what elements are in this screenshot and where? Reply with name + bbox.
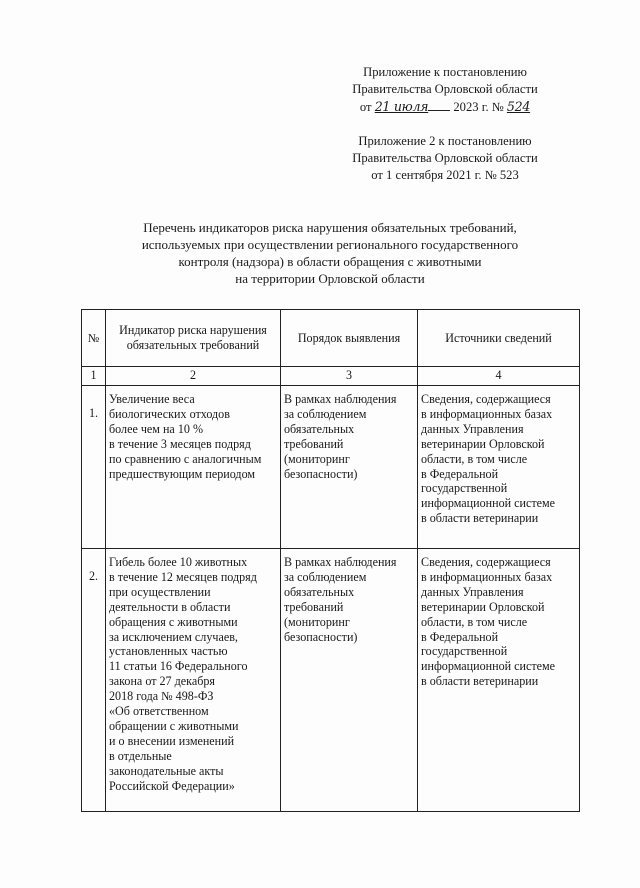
procedure-cell <box>281 549 418 812</box>
appendix-header <box>330 64 560 116</box>
appendix-2-header <box>330 133 560 184</box>
header-procedure: Порядок выявления <box>281 310 418 367</box>
header-indicator-line-1: Индикатор риска нарушения <box>119 323 267 338</box>
procedure-line: требований <box>284 436 344 451</box>
header-no: № <box>82 310 106 367</box>
table-row <box>82 386 580 549</box>
date-prefix: от <box>359 100 372 114</box>
procedure-cell <box>281 386 418 549</box>
procedure-line: безопасности) <box>284 629 358 644</box>
header-sources: Источники сведений <box>418 310 580 367</box>
indicator-line: в отдельные <box>109 748 172 763</box>
sources-line: Сведения, содержащиеся <box>421 392 551 406</box>
sources-line: области, в том числе <box>421 614 528 629</box>
sources-line: ветеринарии Орловской <box>421 599 545 614</box>
header-indicator-line-2: обязательных требований <box>126 338 260 352</box>
indicator-line: законодательные акты <box>109 763 224 778</box>
indicator-line: в течение 12 месяцев подряд <box>109 569 257 584</box>
sources-line: в Федеральной <box>421 629 499 644</box>
appendix-line-1: Приложение к постановлению <box>363 65 527 79</box>
header-indicator <box>106 310 281 367</box>
indicator-cell <box>106 386 281 549</box>
indicator-line: при осуществлении <box>109 584 211 599</box>
appendix-2-line-3: от 1 сентября 2021 г. № 523 <box>371 168 519 182</box>
indicator-line: 2018 года № 498-ФЗ <box>109 689 214 704</box>
indicator-line: «Об ответственном <box>109 704 209 719</box>
sources-line: государственной <box>421 481 508 496</box>
procedure-line: за соблюдением <box>284 406 367 421</box>
row-number: 2. <box>82 549 106 812</box>
sources-line: данных Управления <box>421 584 524 599</box>
indicator-line: установленных частью <box>109 644 228 659</box>
indicator-line: биологических отходов <box>109 406 230 421</box>
indicator-line: и о внесении изменений <box>109 733 235 748</box>
procedure-line: (мониторинг <box>284 614 350 629</box>
indicator-cell <box>106 549 281 812</box>
indicator-line: закона от 27 декабря <box>109 674 215 689</box>
indicator-line: обращении с животными <box>109 718 239 733</box>
sources-line: в информационных базах <box>421 406 553 421</box>
sources-line: Сведения, содержащиеся <box>421 555 551 569</box>
sources-cell <box>418 386 580 549</box>
indicator-line: по сравнению с аналогичным <box>109 451 262 466</box>
sources-line: в области ветеринарии <box>421 674 539 689</box>
sources-line: информационной системе <box>421 496 555 511</box>
sources-line: государственной <box>421 644 508 659</box>
appendix-2-line-2: Правительства Орловской области <box>352 151 538 165</box>
handwritten-number: 524 <box>506 99 531 114</box>
procedure-line: В рамках наблюдения <box>284 392 397 406</box>
date-year: 2023 г. № <box>453 100 504 114</box>
table-header-row <box>82 310 580 367</box>
procedure-line: обязательных <box>284 584 355 599</box>
sources-line: в области ветеринарии <box>421 511 539 526</box>
indicator-line: предшествующим периодом <box>109 466 256 481</box>
indicator-line: в течение 3 месяцев подряд <box>109 436 251 451</box>
sources-line: данных Управления <box>421 421 524 436</box>
document-title <box>100 219 560 287</box>
column-number-4: 4 <box>418 367 580 386</box>
procedure-line: (мониторинг <box>284 451 350 466</box>
indicator-line: Увеличение веса <box>109 392 195 406</box>
indicator-line: Российской Федерации» <box>109 778 235 793</box>
risk-indicators-table <box>81 309 580 812</box>
title-line-4: на территории Орловской области <box>235 271 425 286</box>
procedure-line: за соблюдением <box>284 569 367 584</box>
procedure-line: обязательных <box>284 421 355 436</box>
sources-line: в информационных базах <box>421 569 553 584</box>
column-number-3: 3 <box>281 367 418 386</box>
sources-line: области, в том числе <box>421 451 528 466</box>
column-number-1: 1 <box>82 367 106 386</box>
appendix-line-2: Правительства Орловской области <box>352 82 538 96</box>
title-line-1: Перечень индикаторов риска нарушения обязательных требований, <box>143 220 517 235</box>
title-line-2: используемых при осуществлении регионального государственного <box>141 237 519 252</box>
table-row <box>82 549 580 812</box>
indicator-line: более чем на 10 % <box>109 421 204 436</box>
indicator-line: Гибель более 10 животных <box>109 555 248 569</box>
title-line-3: контроля (надзора) в области обращения с животными <box>178 254 482 269</box>
column-number-2: 2 <box>106 367 281 386</box>
column-numbers-row <box>82 367 580 386</box>
procedure-line: требований <box>284 599 344 614</box>
indicator-line: за исключением случаев, <box>109 629 238 644</box>
row-number: 1. <box>82 386 106 549</box>
sources-line: в Федеральной <box>421 466 499 481</box>
sources-line: информационной системе <box>421 659 555 674</box>
indicator-line: 11 статьи 16 Федерального <box>109 659 248 674</box>
indicator-line: обращения с животными <box>109 614 238 629</box>
procedure-line: В рамках наблюдения <box>284 555 397 569</box>
procedure-line: безопасности) <box>284 466 358 481</box>
sources-cell <box>418 549 580 812</box>
sources-line: ветеринарии Орловской <box>421 436 545 451</box>
appendix-2-line-1: Приложение 2 к постановлению <box>358 134 532 148</box>
handwritten-date: 21 июля <box>374 99 429 114</box>
appendix-date-line <box>330 98 560 116</box>
indicator-line: деятельности в области <box>109 599 231 614</box>
